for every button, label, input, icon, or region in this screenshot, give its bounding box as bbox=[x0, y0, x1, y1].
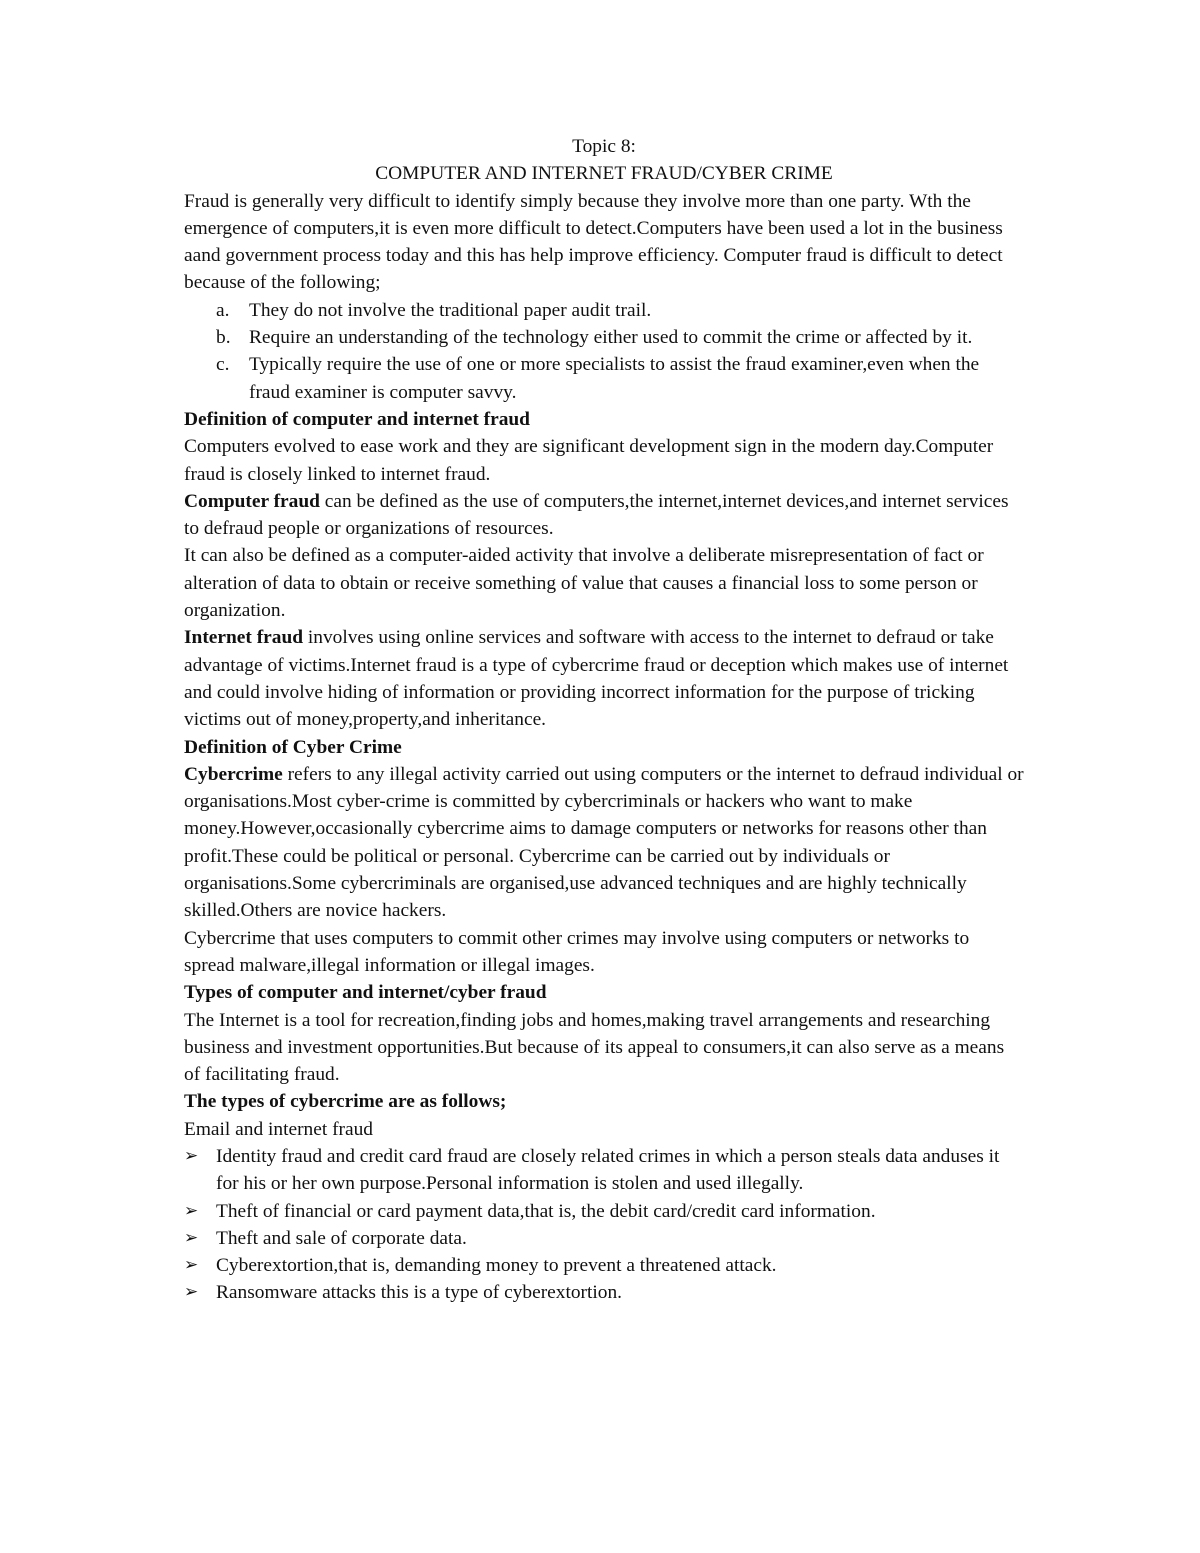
list-item bbox=[184, 1143, 1024, 1198]
email-fraud-label: Email and internet fraud bbox=[184, 1118, 373, 1140]
reasons-list bbox=[184, 297, 1024, 406]
list-marker: a. bbox=[216, 299, 230, 321]
list-item-text: Theft and sale of corporate data. bbox=[216, 1227, 467, 1249]
topic-label: Topic 8: bbox=[572, 136, 636, 157]
cybercrime-paragraph bbox=[184, 761, 1024, 925]
intro-paragraph: Fraud is generally very difficult to identify simply because they involve more than one party. Wth the emergence of computers,it is even more difficult to detect.Computers have been used a lot in the business aand government process today and this has help improve efficiency. Computer fraud is difficult to detect because of the following; bbox=[184, 190, 1003, 294]
cybercrime-types-list bbox=[184, 1143, 1024, 1307]
definition-paragraph: Computers evolved to ease work and they are significant development sign in the modern day.Computer fraud is closely linked to internet fraud. bbox=[184, 436, 994, 485]
document-page bbox=[184, 133, 1024, 1307]
arrow-bullet-icon: ➢ bbox=[184, 1255, 199, 1276]
list-item bbox=[216, 324, 1024, 351]
arrow-bullet-icon: ➢ bbox=[184, 1200, 199, 1221]
list-item bbox=[184, 1198, 1024, 1225]
cybercrime-text: refers to any illegal activity carried out using computers or the internet to defraud individual or organisations.Most cyber-crime is committed by cybercriminals or hackers who want to make money.However,occasionally cybercrime aims to damage computers or networks for reasons other than profit.These could be political or personal. Cybercrime can be carried out by individuals or organisations.Some cybercriminals are organised,use advanced techniques and are highly technically skilled.Others are novice hackers. bbox=[184, 763, 1024, 922]
arrow-bullet-icon: ➢ bbox=[184, 1282, 199, 1303]
internet-fraud-term: Internet fraud bbox=[184, 627, 304, 649]
list-item bbox=[216, 297, 1024, 324]
list-marker: c. bbox=[216, 354, 230, 376]
list-item bbox=[184, 1252, 1024, 1279]
computer-fraud-paragraph bbox=[184, 488, 1024, 543]
list-item-text: Cyberextortion,that is, demanding money to prevent a threatened attack. bbox=[216, 1255, 777, 1277]
types-paragraph: The Internet is a tool for recreation,finding jobs and homes,making travel arrangements and researching business and investment opportunities.But because of its appeal to consumers,it can also serve as a means of facilitating fraud. bbox=[184, 1009, 1005, 1086]
cybercrime-term: Cybercrime bbox=[184, 763, 283, 785]
computer-fraud-alt-paragraph: It can also be defined as a computer-aided activity that involve a deliberate misrepresentation of fact or alteration of data to obtain or receive something of value that causes a financial loss to some person or organization. bbox=[184, 545, 984, 622]
arrow-bullet-icon: ➢ bbox=[184, 1227, 199, 1248]
list-item-text: Require an understanding of the technology either used to commit the crime or affected by it. bbox=[249, 327, 973, 349]
internet-fraud-text: involves using online services and software with access to the internet to defraud or take advantage of victims.Internet fraud is a type of cybercrime fraud or deception which makes use of internet and could involve hiding of information or providing incorrect information for the purpose of tricking victims out of money,property,and inheritance. bbox=[184, 627, 1009, 731]
arrow-bullet-icon: ➢ bbox=[184, 1145, 199, 1166]
heading-types: Types of computer and internet/cyber fraud bbox=[184, 982, 547, 1004]
list-item bbox=[184, 1225, 1024, 1252]
list-item bbox=[184, 1279, 1024, 1306]
heading-types-list: The types of cybercrime are as follows; bbox=[184, 1091, 507, 1113]
heading-definition: Definition of computer and internet fraud bbox=[184, 408, 530, 430]
document-title: COMPUTER AND INTERNET FRAUD/CYBER CRIME bbox=[375, 163, 833, 185]
list-item bbox=[216, 351, 1024, 406]
cybercrime-paragraph-2: Cybercrime that uses computers to commit other crimes may involve using computers or networks to spread malware,illegal information or illegal images. bbox=[184, 927, 970, 976]
list-item-text: They do not involve the traditional paper audit trail. bbox=[249, 299, 652, 321]
list-marker: b. bbox=[216, 327, 231, 349]
list-item-text: Theft of financial or card payment data,that is, the debit card/credit card information. bbox=[216, 1200, 876, 1222]
internet-fraud-paragraph bbox=[184, 624, 1024, 733]
computer-fraud-text: can be defined as the use of computers,the internet,internet devices,and internet services to defraud people or organizations of resources. bbox=[184, 490, 1009, 540]
computer-fraud-term: Computer fraud bbox=[184, 490, 320, 512]
list-item-text: Identity fraud and credit card fraud are closely related crimes in which a person steals data anduses it for his or her own purpose.Personal information is stolen and used illegally. bbox=[216, 1145, 1000, 1195]
list-item-text: Typically require the use of one or more specialists to assist the fraud examiner,even when the fraud examiner is computer savvy. bbox=[249, 354, 980, 403]
heading-cyber-crime: Definition of Cyber Crime bbox=[184, 736, 402, 758]
list-item-text: Ransomware attacks this is a type of cyberextortion. bbox=[216, 1282, 623, 1304]
